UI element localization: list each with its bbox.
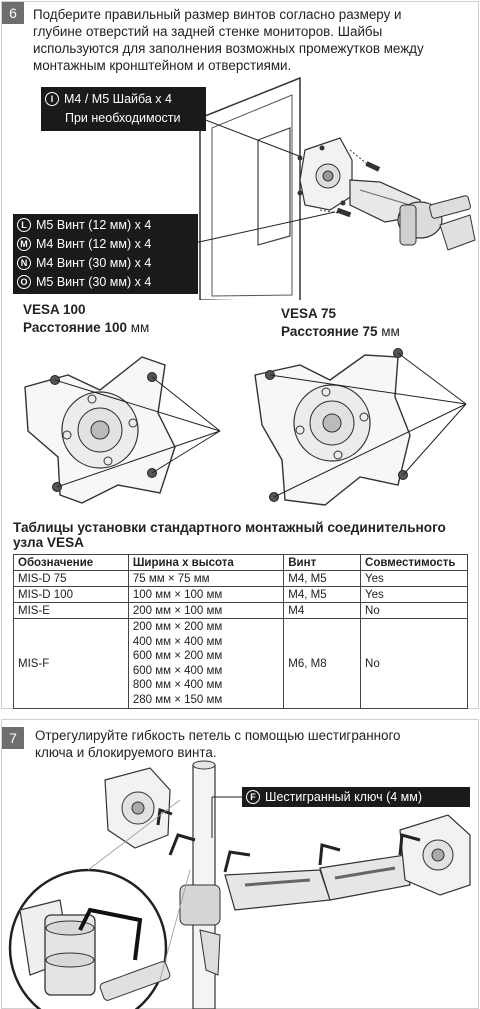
cell-model: MIS-D 75	[14, 571, 129, 587]
table-header-row	[14, 555, 468, 571]
col-header-screw: Винт	[284, 555, 361, 571]
step-7-number: 7	[2, 727, 24, 749]
cell-screw: M4, M5	[284, 571, 361, 587]
screws-callout	[13, 214, 198, 294]
vesa-table	[13, 554, 468, 709]
cell-screw: M6, M8	[284, 619, 361, 709]
cell-model: MIS-F	[14, 619, 129, 709]
badge-o-icon: O	[17, 275, 31, 289]
screw-l-text: M5 Винт (12 мм) x 4	[36, 217, 152, 232]
hex-key-callout	[242, 787, 470, 807]
washer-callout	[41, 87, 206, 131]
vesa-table-title: Таблицы установки стандартного монтажный соединительного узла VESA	[13, 520, 446, 550]
badge-i-icon: I	[45, 92, 59, 106]
col-header-compat: Совместимость	[361, 555, 468, 571]
washer-line2: При необходимости	[65, 110, 181, 125]
table-row	[14, 587, 468, 603]
screw-o-text: M5 Винт (30 мм) x 4	[36, 274, 152, 289]
hex-key-text: Шестигранный ключ (4 мм)	[265, 790, 423, 804]
cell-model: MIS-D 100	[14, 587, 129, 603]
vesa100-title: VESA 100 Расстояние 100 мм	[23, 302, 150, 335]
cell-compat: Yes	[361, 571, 468, 587]
vesa100-plate	[25, 357, 175, 503]
step-7-instruction: Отрегулируйте гибкость петель с помощью шестигранного ключа и блокируемого винта.	[35, 728, 401, 760]
cell-size: 75 мм × 75 мм	[128, 571, 283, 587]
cell-compat: Yes	[361, 587, 468, 603]
cell-screw: M4	[284, 603, 361, 619]
screw-m-text: M4 Винт (12 мм) x 4	[36, 236, 152, 251]
step-6-instruction: Подберите правильный размер винтов согласно размеру и глубине отверстий на задней стенке мониторов. Шайбы используются для заполнения возможных промежутков между монтажным кронштейном и отверстиями.	[33, 7, 424, 73]
cell-compat: No	[361, 603, 468, 619]
vesa75-plate	[255, 349, 410, 506]
col-header-size: Ширина x высота	[128, 555, 283, 571]
cell-screw: M4, M5	[284, 587, 361, 603]
col-header-model: Обозначение	[14, 555, 129, 571]
step-6-number: 6	[2, 2, 24, 24]
table-row	[14, 571, 468, 587]
vesa-plates-diagram	[0, 335, 480, 515]
cell-size: 200 мм × 100 мм	[128, 603, 283, 619]
badge-n-icon: N	[17, 256, 31, 270]
cell-size-list: 200 мм × 200 мм 400 мм × 400 мм 600 мм × 200 мм 600 мм × 400 мм 800 мм × 400 мм 280 мм × 150 мм	[128, 619, 283, 709]
vesa75-title: VESA 75 Расстояние 75 мм	[281, 306, 400, 339]
badge-f-icon: F	[246, 790, 260, 804]
cell-compat: No	[361, 619, 468, 709]
screw-n-text: M4 Винт (30 мм) x 4	[36, 255, 152, 270]
table-row	[14, 603, 468, 619]
washer-line1: M4 / M5 Шайба x 4	[64, 91, 172, 106]
badge-m-icon: M	[17, 237, 31, 251]
table-row	[14, 619, 468, 709]
cell-size: 100 мм × 100 мм	[128, 587, 283, 603]
cell-model: MIS-E	[14, 603, 129, 619]
badge-l-icon: L	[17, 218, 31, 232]
vesa-plate-top	[300, 138, 352, 210]
